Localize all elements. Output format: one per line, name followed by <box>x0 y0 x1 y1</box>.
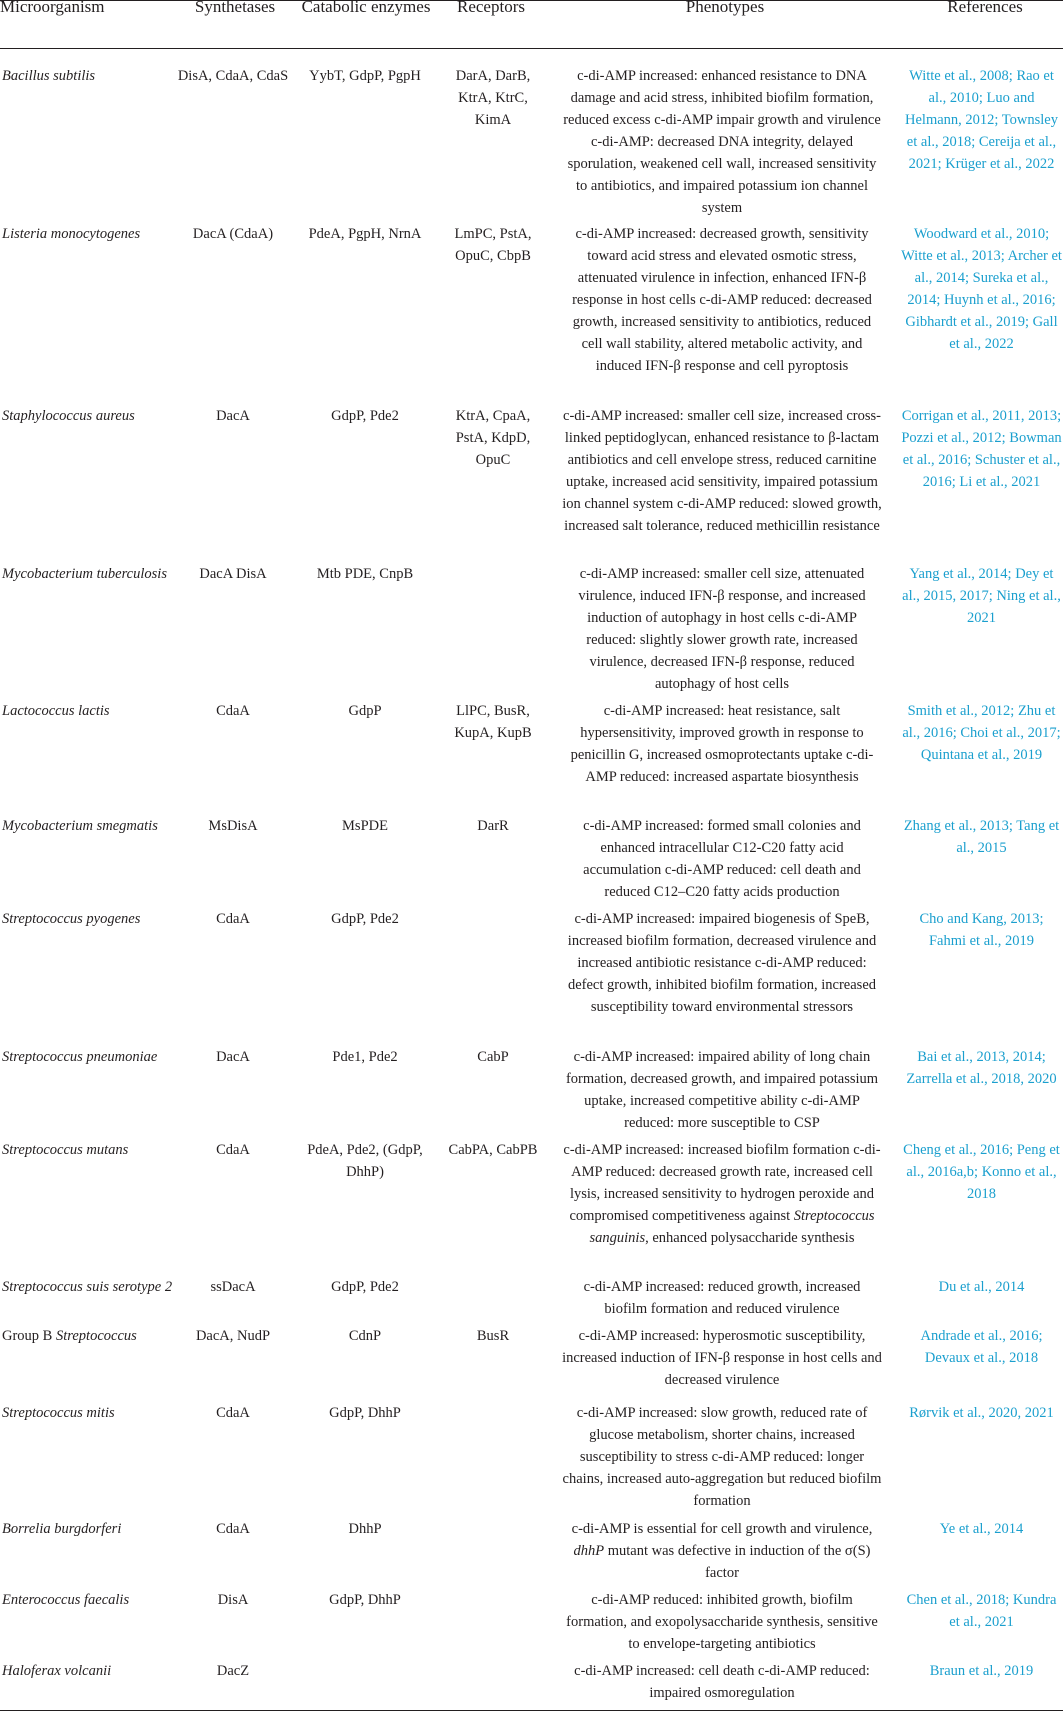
row-synthetases: CdaA <box>216 1405 250 1421</box>
row-catabolic: GdpP, DhhP <box>329 1592 401 1608</box>
header-phenotypes: Phenotypes <box>685 0 765 16</box>
row-phenotypes: c-di-AMP increased: impaired biogenesis of SpeB, increased biofilm formation, decreased virulence and increased antibiotic resistance c-di-AMP reduced: defect growth, inhibited biofilm formation, increased susceptibility toward environmental stressors <box>567 911 877 1015</box>
row-catabolic: YybT, GdpP, PgpH <box>309 68 421 84</box>
bottom-rule <box>0 1710 1063 1711</box>
row-references[interactable]: Du et al., 2014 <box>938 1279 1025 1295</box>
row-catabolic: Pde1, Pde2 <box>332 1049 398 1065</box>
row-catabolic: GdpP, Pde2 <box>331 1279 399 1295</box>
row-phenotypes: c-di-AMP increased: reduced growth, increased biofilm formation and reduced virulence <box>583 1279 861 1317</box>
row-microorganism: Group B Streptococcus <box>2 1328 137 1344</box>
row-synthetases: DacA <box>216 1049 250 1065</box>
row-catabolic: GdpP, DhhP <box>329 1405 401 1421</box>
row-references[interactable]: Corrigan et al., 2011, 2013; Pozzi et al., 2012; Bowman et al., 2016; Schuster et al., 2016; Li et al., 2021 <box>901 408 1062 490</box>
row-phenotypes: c-di-AMP increased: hyperosmotic susceptibility, increased induction of IFN-β response in host cells and decreased virulence <box>562 1328 882 1388</box>
row-microorganism: Lactococcus lactis <box>2 703 110 719</box>
row-microorganism: Streptococcus pyogenes <box>2 911 141 927</box>
row-receptors: BusR <box>476 1328 510 1344</box>
row-phenotypes: c-di-AMP increased: smaller cell size, increased cross-linked peptidoglycan, enhanced resistance to β-lactam antibiotics and cell envelope stress, reduced carnitine uptake, increased acid sensitivity, impaired potassium ion channel system c-di-AMP reduced: slowed growth, increased salt tolerance, reduced methicillin resistance <box>562 408 882 534</box>
row-phenotypes: c-di-AMP increased: impaired ability of long chain formation, decreased growth, and impaired potassium uptake, increased competitive ability c-di-AMP reduced: more susceptible to CSP <box>565 1049 879 1131</box>
row-phenotypes: c-di-AMP increased: enhanced resistance to DNA damage and acid stress, inhibited biofilm formation, reduced excess c-di-AMP impair growth and virulence c-di-AMP: decreased DNA integrity, delayed sporulation, weakened cell wall, increased sensitivity to antibiotics, and impaired potassium ion channel system <box>563 68 881 216</box>
row-catabolic: PdeA, Pde2, (GdpP, DhhP) <box>307 1142 423 1180</box>
row-synthetases: DacA <box>216 408 250 424</box>
row-microorganism: Bacillus subtilis <box>2 68 96 84</box>
row-microorganism: Streptococcus mutans <box>2 1142 129 1158</box>
row-microorganism: Enterococcus faecalis <box>2 1592 130 1608</box>
row-phenotypes: c-di-AMP is essential for cell growth and virulence, dhhP mutant was defective in induction of the σ(S) factor <box>571 1521 873 1581</box>
row-catabolic: GdpP <box>348 703 382 719</box>
row-synthetases: CdaA <box>216 911 250 927</box>
header-references: References <box>947 0 1023 16</box>
row-references[interactable]: Braun et al., 2019 <box>929 1663 1034 1679</box>
row-references[interactable]: Andrade et al., 2016; Devaux et al., 2018 <box>920 1328 1043 1366</box>
row-phenotypes: c-di-AMP increased: increased biofilm formation c-di-AMP reduced: decreased growth rate, increased cell lysis, increased sensitivity to hydrogen peroxide and compromised competitiveness against Streptococcus sanguinis, enhanced polysaccharide synthesis <box>563 1142 881 1246</box>
row-references[interactable]: Woodward et al., 2010; Witte et al., 2013; Archer et al., 2014; Sureka et al., 2014; Huynh et al., 2016; Gibhardt et al., 2019; Gall et al., 2022 <box>901 226 1062 352</box>
row-references[interactable]: Ye et al., 2014 <box>939 1521 1024 1537</box>
row-phenotypes: c-di-AMP increased: decreased growth, sensitivity toward acid stress and elevated osmotic stress, attenuated virulence in infection, enhanced IFN-β response in host cells c-di-AMP reduced: decreased growth, increased sensitivity to antibiotics, reduced cell wall stability, altered metabolic activity, and induced IFN-β response and cell pyroptosis <box>572 226 872 374</box>
row-catabolic: PdeA, PgpH, NrnA <box>308 226 422 242</box>
row-microorganism: Streptococcus suis serotype 2 <box>2 1279 173 1295</box>
row-microorganism: Streptococcus mitis <box>2 1405 115 1421</box>
row-catabolic: GdpP, Pde2 <box>331 408 399 424</box>
row-catabolic: GdpP, Pde2 <box>331 911 399 927</box>
row-synthetases: CdaA <box>216 1142 250 1158</box>
row-phenotypes: c-di-AMP increased: slow growth, reduced rate of glucose metabolism, shorter chains, increased susceptibility to stress c-di-AMP reduced: longer chains, increased auto-aggregation but reduced biofilm formation <box>562 1405 882 1509</box>
row-synthetases: ssDacA <box>210 1279 256 1295</box>
row-receptors: KtrA, CpaA, PstA, KdpD, OpuC <box>455 408 531 468</box>
row-receptors: LlPC, BusR, KupA, KupB <box>454 703 532 741</box>
row-references[interactable]: Cheng et al., 2016; Peng et al., 2016a,b; Konno et al., 2018 <box>903 1142 1060 1202</box>
row-references[interactable]: Rørvik et al., 2020, 2021 <box>909 1405 1054 1421</box>
row-microorganism: Haloferax volcanii <box>2 1663 112 1679</box>
row-phenotypes: c-di-AMP increased: heat resistance, salt hypersensitivity, improved growth in response to penicillin G, increased osmoprotectants uptake c-di-AMP reduced: increased aspartate biosynthesis <box>570 703 874 785</box>
row-receptors: DarA, DarB, KtrA, KtrC, KimA <box>455 68 531 128</box>
row-microorganism: Mycobacterium smegmatis <box>2 818 158 834</box>
row-phenotypes: c-di-AMP increased: smaller cell size, attenuated virulence, induced IFN-β response, and increased induction of autophagy in host cells c-di-AMP reduced: slightly slower growth rate, increased virulence, decreased IFN-β response, reduced autophagy of host cells <box>578 566 866 692</box>
row-synthetases: DisA <box>217 1592 249 1608</box>
row-references[interactable]: Witte et al., 2008; Rao et al., 2010; Luo and Helmann, 2012; Townsley et al., 2018; Cereija et al., 2021; Krüger et al., 2022 <box>905 68 1058 172</box>
row-receptors: LmPC, PstA, OpuC, CbpB <box>454 226 532 264</box>
row-references[interactable]: Bai et al., 2013, 2014; Zarrella et al., 2018, 2020 <box>906 1049 1057 1087</box>
row-synthetases: DacZ <box>216 1663 250 1679</box>
row-microorganism: Streptococcus pneumoniae <box>2 1049 158 1065</box>
row-references[interactable]: Zhang et al., 2013; Tang et al., 2015 <box>903 818 1060 856</box>
row-phenotypes: c-di-AMP reduced: inhibited growth, biofilm formation, and exopolysaccharide synthesis, sensitive to envelope-targeting antibiotics <box>566 1592 878 1652</box>
row-receptors: CabP <box>477 1049 509 1065</box>
row-receptors: CabPA, CabPB <box>448 1142 538 1158</box>
row-synthetases: MsDisA <box>208 818 258 834</box>
row-references[interactable]: Smith et al., 2012; Zhu et al., 2016; Choi et al., 2017; Quintana et al., 2019 <box>902 703 1061 763</box>
row-synthetases: DacA DisA <box>199 566 267 582</box>
row-phenotypes: c-di-AMP increased: cell death c-di-AMP reduced: impaired osmoregulation <box>574 1663 870 1701</box>
row-catabolic: DhhP <box>348 1521 382 1537</box>
header-synthetases: Synthetases <box>194 0 276 16</box>
row-catabolic: CdnP <box>348 1328 382 1344</box>
row-catabolic: MsPDE <box>342 818 388 834</box>
row-phenotypes: c-di-AMP increased: formed small colonies and enhanced intracellular C12-C20 fatty acid accumulation c-di-AMP reduced: cell death and reduced C12–C20 fatty acids production <box>583 818 861 900</box>
header-receptors: Receptors <box>457 0 525 16</box>
row-references[interactable]: Cho and Kang, 2013; Fahmi et al., 2019 <box>919 911 1044 949</box>
header-rule <box>0 48 1063 49</box>
header-microorganism: Microorganism <box>0 0 105 16</box>
row-references[interactable]: Yang et al., 2014; Dey et al., 2015, 2017; Ning et al., 2021 <box>902 566 1061 626</box>
row-synthetases: CdaA <box>216 1521 250 1537</box>
row-microorganism: Borrelia burgdorferi <box>2 1521 122 1537</box>
header-catabolic-enzymes: Catabolic enzymes <box>301 0 431 16</box>
row-microorganism: Staphylococcus aureus <box>2 408 135 424</box>
row-receptors: DarR <box>477 818 509 834</box>
row-microorganism: Listeria monocytogenes <box>2 226 141 242</box>
row-catabolic: Mtb PDE, CnpB <box>316 566 414 582</box>
row-synthetases: CdaA <box>216 703 250 719</box>
row-synthetases: DisA, CdaA, CdaS <box>177 68 289 84</box>
row-microorganism: Mycobacterium tuberculosis <box>2 566 167 582</box>
row-synthetases: DacA (CdaA) <box>192 226 274 242</box>
row-references[interactable]: Chen et al., 2018; Kundra et al., 2021 <box>906 1592 1057 1630</box>
row-synthetases: DacA, NudP <box>195 1328 271 1344</box>
